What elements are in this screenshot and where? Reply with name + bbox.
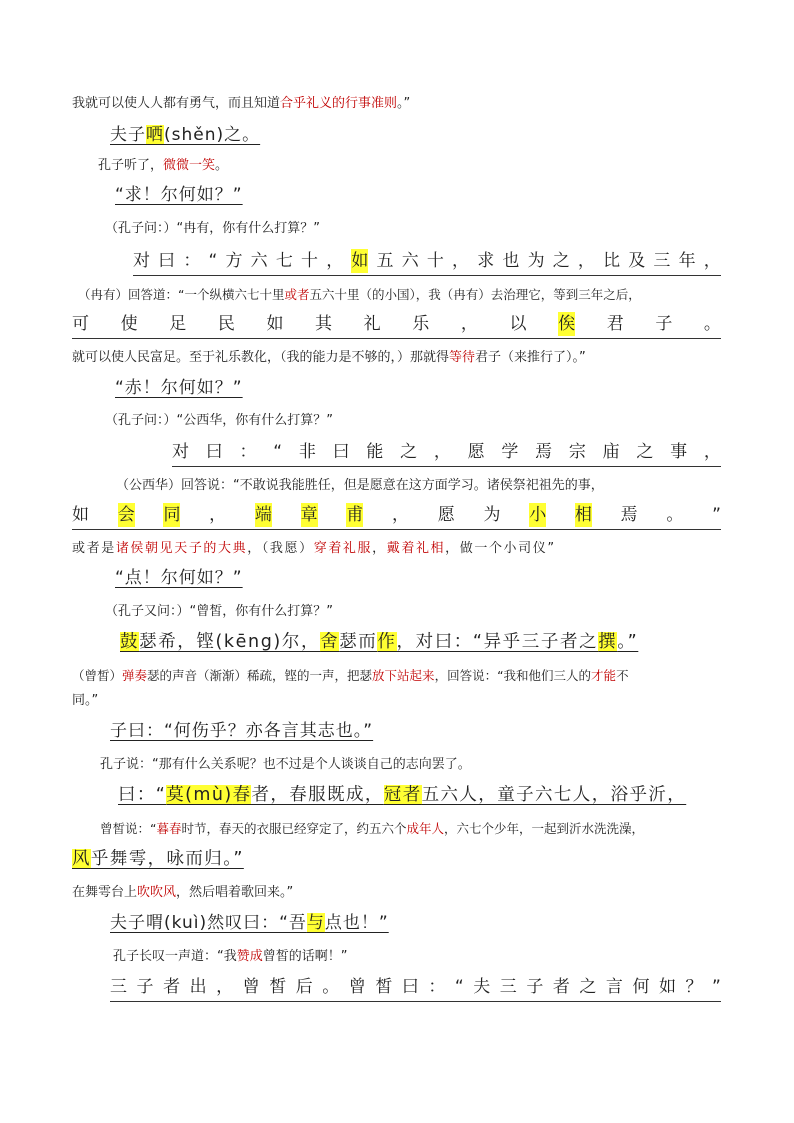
- translation-line: （冉有）回答道：“一个纵横六七十里或者五六十里（的小国），我（冉有）去治理它，等到三年之后，: [78, 287, 641, 302]
- classical-line: 可 使 足 民 如 其 礼 乐 ， 以 俟 君 子 。: [72, 312, 721, 339]
- translation-line: （孔子又问：）“曾皙，你有什么打算？”: [105, 604, 333, 619]
- translation-line: 同。”: [72, 693, 99, 708]
- translation-line: （孔子问：）“公西华，你有什么打算？”: [105, 413, 333, 428]
- translation-line: 曾皙说：“暮春时节，春天的衣服已经穿定了，约五六个成年人，六七个少年，一起到沂水洗洗澡，: [100, 821, 645, 836]
- translation-line: （公西华）回答说：“不敢说我能胜任，但是愿意在这方面学习。诸侯祭祀祖先的事，: [116, 478, 604, 493]
- classical-line: 鼓瑟希，铿(kēng)尔，舍瑟而作，对曰：“异乎三子者之撰。”: [120, 632, 639, 652]
- classical-line: 风乎舞雩，咏而归。”: [72, 849, 244, 869]
- translation-line: 或者是诸侯朝见天子的大典，（我愿）穿着礼服，戴着礼相，做一个小司仪”: [72, 541, 556, 556]
- classical-line: 如 会 同 ， 端 章 甫 ， 愿 为 小 相 焉 。 ”: [72, 503, 721, 530]
- translation-line: 孔子说：“那有什么关系呢？也不过是个人谈谈自己的志向罢了。: [100, 757, 471, 772]
- translation-line: 孔子长叹一声道：“我赞成曾皙的话啊！”: [113, 949, 348, 964]
- classical-line: “求！尔何如？”: [115, 185, 243, 205]
- classical-line: 子曰：“何伤乎？亦各言其志也。”: [110, 721, 374, 741]
- translation-line: （孔子问：）“冉有，你有什么打算？”: [105, 221, 320, 236]
- classical-line: “点！尔何如？”: [115, 568, 243, 588]
- classical-line: 三 子 者 出 ， 曾 皙 后 。 曾 皙 曰 ： “ 夫 三 子 者 之 言 何 如 ？ ”: [110, 975, 721, 1002]
- translation-line: 在舞雩台上吹吹风，然后唱着歌回来。”: [72, 885, 294, 900]
- classical-line: “赤！尔何如？”: [115, 378, 243, 398]
- translation-line: 我就可以使人人都有勇气，而且知道合乎礼义的行事准则。”: [72, 96, 411, 111]
- translation-line: （曾皙）弹奏瑟的声音（渐渐）稀疏，铿的一声，把瑟放下站起来，回答说：“我和他们三人的才能不: [72, 668, 629, 683]
- classical-line: 对 曰 ： “ 方 六 七 十 ， 如 五 六 十 ， 求 也 为 之 ， 比 及 三 年 ，: [133, 249, 721, 276]
- classical-line: 曰：“莫(mù)春者，春服既成，冠者五六人，童子六七人，浴乎沂，: [118, 785, 687, 805]
- translation-line: 孔子听了，微微一笑。: [98, 158, 229, 173]
- classical-line: 夫子哂(shěn)之。: [110, 125, 261, 145]
- classical-line: 夫子喟(kuì)然叹曰：“吾与点也！”: [110, 913, 389, 933]
- translation-line: 就可以使人民富足。至于礼乐教化，（我的能力是不够的，）那就得等待君子（来推行了）。”: [72, 350, 586, 365]
- classical-line: 对 曰 ： “ 非 曰 能 之 ， 愿 学 焉 宗 庙 之 事 ，: [172, 440, 721, 467]
